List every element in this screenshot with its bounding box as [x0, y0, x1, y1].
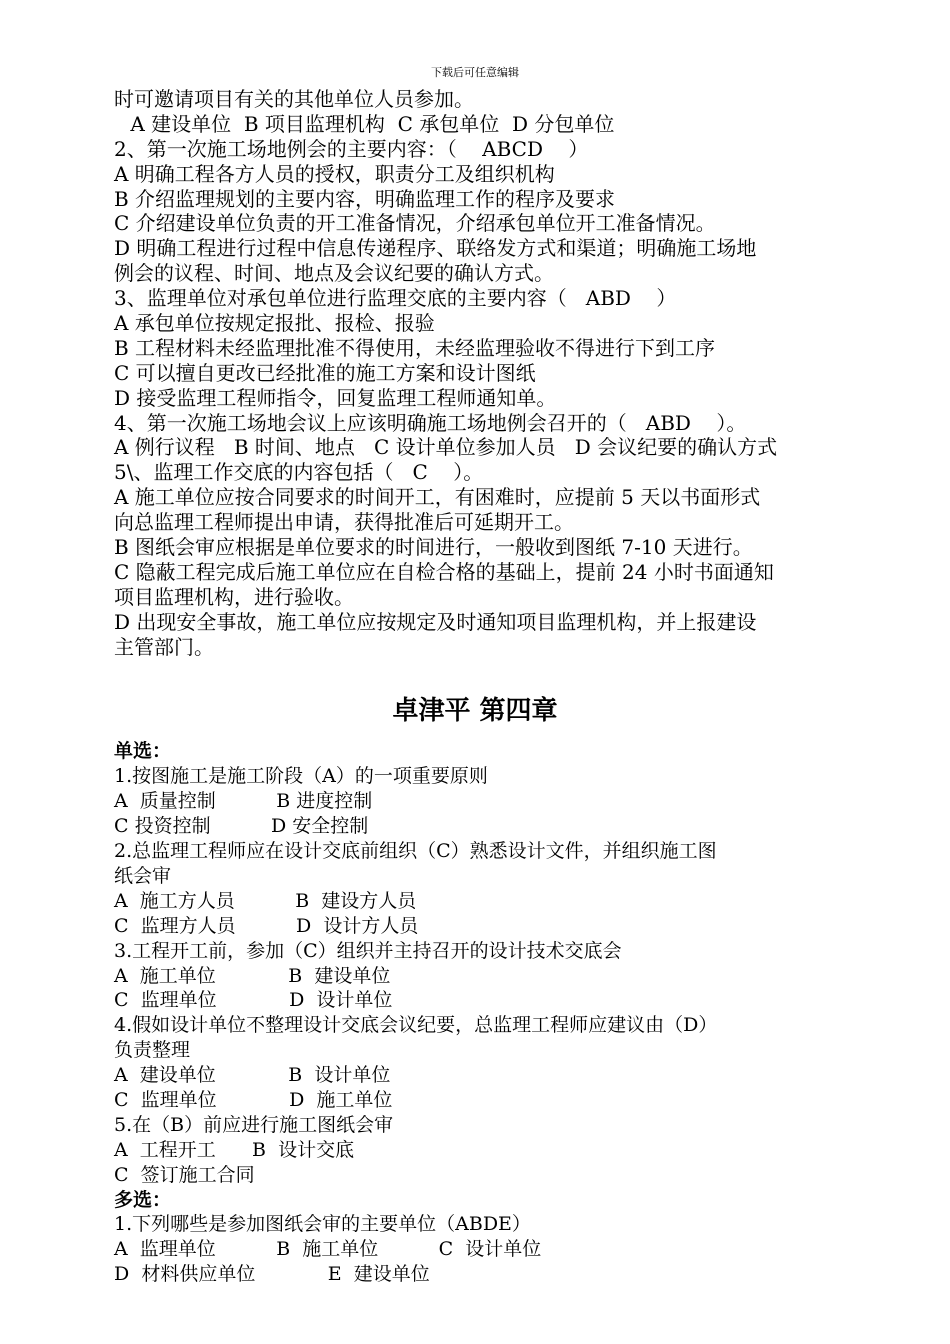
options-line: A 例行议程 B 时间、地点 C 设计单位参加人员 D 会议纪要的确认方式	[114, 435, 778, 460]
document-body	[114, 87, 844, 1287]
options-line: A 施工方人员 B 建设方人员	[114, 889, 417, 912]
option-line: D 接受监理工程师指令，回复监理工程师通知单。	[114, 385, 557, 410]
text-line: 时可邀请项目有关的其他单位人员参加。	[114, 87, 474, 111]
question-line: 2、第一次施工场地例会的主要内容：（ ABCD ）	[114, 136, 589, 161]
option-line: C 可以擅自更改已经批准的施工方案和设计图纸	[114, 360, 536, 385]
text-line: 向总监理工程师提出申请，获得批准后可延期开工。	[114, 510, 574, 535]
text-line: 纸会审	[114, 864, 172, 887]
options-line: A 质量控制 B 进度控制	[114, 790, 373, 813]
option-line: C 隐蔽工程完成后施工单位应在自检合格的基础上，提前 24 小时书面通知	[114, 559, 774, 584]
question-line: 3.工程开工前，参加（C）组织并主持召开的设计技术交底会	[114, 939, 622, 962]
question-line: 3、监理单位对承包单位进行监理交底的主要内容（ ABD ）	[114, 286, 677, 311]
options-line: A 施工单位 B 建设单位	[114, 964, 391, 987]
question-line: 1.按图施工是施工阶段（A）的一项重要原则	[114, 765, 488, 788]
question-line: 4.假如设计单位不整理设计交底会议纪要，总监理工程师应建议由（D）	[114, 1014, 718, 1037]
options-line: C 监理单位 D 施工单位	[114, 1088, 393, 1111]
option-line: B 介绍监理规划的主要内容，明确监理工作的程序及要求	[114, 186, 616, 211]
section-single-choice	[114, 739, 844, 1187]
options-line: A 监理单位 B 施工单位 C 设计单位	[114, 1238, 542, 1261]
text-line: 项目监理机构，进行验收。	[114, 584, 354, 609]
multiple-choice-heading: 多选：	[114, 1188, 172, 1211]
options-line: A 建设单位 B 项目监理机构 C 承包单位 D 分包单位	[124, 111, 615, 136]
option-line: A 施工单位应按合同要求的时间开工，有困难时，应提前 5 天以书面形式	[114, 485, 761, 510]
option-line: A 明确工程各方人员的授权，职责分工及组织机构	[114, 161, 555, 186]
text-line: 主管部门。	[114, 634, 214, 659]
section-previous-chapter	[114, 87, 844, 659]
single-choice-heading: 单选：	[114, 740, 172, 763]
options-line: C 签订施工合同	[114, 1163, 255, 1186]
options-line: D 材料供应单位 E 建设单位	[114, 1263, 430, 1286]
question-line: 5.在（B）前应进行施工图纸会审	[114, 1113, 394, 1136]
options-line: C 监理方人员 D 设计方人员	[114, 914, 419, 937]
question-line: 4、第一次施工场地会议上应该明确施工场地例会召开的（ ABD ）。	[114, 410, 747, 435]
question-line: 2.总监理工程师应在设计交底前组织（C）熟悉设计文件，并组织施工图	[114, 840, 717, 863]
option-line: B 工程材料未经监理批准不得使用，未经监理验收不得进行下到工序	[114, 335, 716, 360]
question-line: 1.下列哪些是参加图纸会审的主要单位（ABDE）	[114, 1213, 531, 1236]
options-line: A 建设单位 B 设计单位	[114, 1064, 391, 1087]
options-line: C 投资控制 D 安全控制	[114, 815, 369, 838]
chapter-title: 卓津平 第四章	[392, 696, 558, 727]
page-header: 下载后可任意编辑	[431, 66, 519, 79]
option-line: D 明确工程进行过程中信息传递程序、联络发方式和渠道；明确施工场地	[114, 236, 757, 261]
text-line: 负责整理	[114, 1039, 191, 1062]
option-line: A 承包单位按规定报批、报检、报验	[114, 311, 435, 336]
text-line: 例会的议程、时间、地点及会议纪要的确认方式。	[114, 261, 554, 286]
options-line: A 工程开工 B 设计交底	[114, 1138, 355, 1161]
question-line: 5\、监理工作交底的内容包括（ C ）。	[114, 460, 484, 485]
option-line: D 出现安全事故，施工单位应按规定及时通知项目监理机构，并上报建设	[114, 609, 757, 634]
option-line: C 介绍建设单位负责的开工准备情况，介绍承包单位开工准备情况。	[114, 211, 716, 236]
section-multiple-choice	[114, 1188, 844, 1288]
option-line: B 图纸会审应根据是单位要求的时间进行，一般收到图纸 7-10 天进行。	[114, 535, 753, 560]
options-line: C 监理单位 D 设计单位	[114, 989, 393, 1012]
